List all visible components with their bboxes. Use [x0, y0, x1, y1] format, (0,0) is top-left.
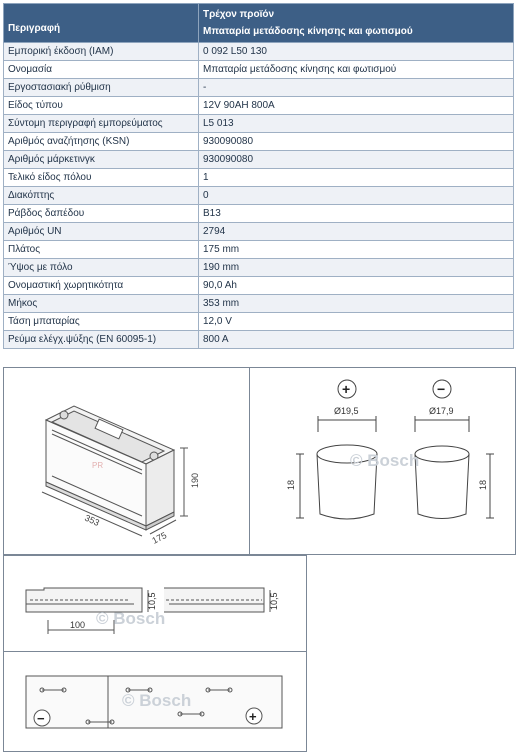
minus-height-label: 18 — [478, 479, 488, 490]
hold-down-drawing — [4, 556, 306, 651]
row-label: Ρεύμα ελέγχ.ψύξης (EN 60095-1) — [4, 331, 199, 349]
row-label: Τάση μπαταρίας — [4, 313, 199, 331]
minus-diameter-label: Ø17,9 — [429, 406, 454, 416]
row-value: 930090080 — [199, 133, 514, 151]
row-value: Μπαταρία μετάδοσης κίνησης και φωτισμού — [199, 61, 514, 79]
row-value: 353 mm — [199, 295, 514, 313]
row-value: 800 A — [199, 331, 514, 349]
row-value: 12V 90AH 800A — [199, 97, 514, 115]
table-row — [4, 277, 514, 295]
terminals-watermark: © Bosch — [350, 451, 420, 470]
top-plus-symbol: + — [249, 709, 257, 724]
header-current-product — [199, 4, 514, 43]
battery-isometric-panel — [3, 367, 250, 555]
row-label: Τελικό είδος πόλου — [4, 169, 199, 187]
row-value: 175 mm — [199, 241, 514, 259]
row-label: Ύψος με πόλο — [4, 259, 199, 277]
battery-length-label: 353 — [83, 512, 101, 528]
row-value: B13 — [199, 205, 514, 223]
row-value: 190 mm — [199, 259, 514, 277]
top-view-drawing — [4, 652, 306, 751]
table-row — [4, 241, 514, 259]
row-label: Ράβδος δαπέδου — [4, 205, 199, 223]
header-description: Περιγραφή — [4, 4, 199, 43]
table-row — [4, 43, 514, 61]
row-value: 930090080 — [199, 151, 514, 169]
battery-isometric-drawing — [4, 368, 249, 554]
row-value: 2794 — [199, 223, 514, 241]
table-row — [4, 331, 514, 349]
battery-width-label: 175 — [150, 530, 169, 546]
row-label: Ονομαστική χωρητικότητα — [4, 277, 199, 295]
row-value: 1 — [199, 169, 514, 187]
row-label: Εμπορική έκδοση (IAM) — [4, 43, 199, 61]
row-value: 0 092 L50 130 — [199, 43, 514, 61]
table-row — [4, 61, 514, 79]
top-view-watermark: © Bosch — [122, 691, 192, 710]
row-value: 90,0 Ah — [199, 277, 514, 295]
row-value: L5 013 — [199, 115, 514, 133]
row-label: Διακόπτης — [4, 187, 199, 205]
table-header-row — [4, 4, 514, 43]
table-row — [4, 151, 514, 169]
row-label: Σύντομη περιγραφή εμπορεύματος — [4, 115, 199, 133]
plus-height-label: 18 — [286, 479, 296, 490]
table-row — [4, 97, 514, 115]
table-row — [4, 169, 514, 187]
header-current-product-subtitle: Μπαταρία μετάδοσης κίνησης και φωτισμού — [203, 26, 413, 37]
row-label: Είδος τύπου — [4, 97, 199, 115]
row-label: Αριθμός αναζήτησης (KSN) — [4, 133, 199, 151]
row-value: - — [199, 79, 514, 97]
minus-symbol: − — [437, 381, 446, 397]
table-row — [4, 295, 514, 313]
plus-symbol: + — [342, 381, 351, 397]
row-value: 0 — [199, 187, 514, 205]
row-label: Μήκος — [4, 295, 199, 313]
table-row — [4, 133, 514, 151]
header-current-product-title: Τρέχον προϊόν — [203, 9, 275, 20]
table-row — [4, 223, 514, 241]
product-spec-table — [3, 3, 514, 349]
hold-down-panel — [3, 555, 307, 652]
pr-watermark: PR — [92, 461, 104, 470]
row-label: Αριθμός UN — [4, 223, 199, 241]
top-view-panel — [3, 651, 307, 752]
table-row — [4, 79, 514, 97]
table-row — [4, 259, 514, 277]
row-label: Εργοστασιακή ρύθμιση — [4, 79, 199, 97]
terminals-panel — [249, 367, 516, 555]
row-value: 12,0 V — [199, 313, 514, 331]
hold-down-left-height: 10,5 — [147, 592, 157, 610]
hold-down-right-height: 10,5 — [269, 592, 279, 610]
row-label: Πλάτος — [4, 241, 199, 259]
table-row — [4, 115, 514, 133]
plus-diameter-label: Ø19,5 — [334, 406, 359, 416]
table-body — [4, 43, 514, 349]
terminals-drawing — [250, 368, 515, 554]
table-row — [4, 205, 514, 223]
row-label: Αριθμός μάρκετινγκ — [4, 151, 199, 169]
hold-down-offset-label: 100 — [70, 620, 86, 630]
battery-height-label: 190 — [190, 472, 200, 488]
table-row — [4, 187, 514, 205]
top-minus-symbol: − — [37, 711, 45, 726]
hold-down-watermark: © Bosch — [96, 609, 166, 628]
table-row — [4, 313, 514, 331]
row-label: Ονομασία — [4, 61, 199, 79]
